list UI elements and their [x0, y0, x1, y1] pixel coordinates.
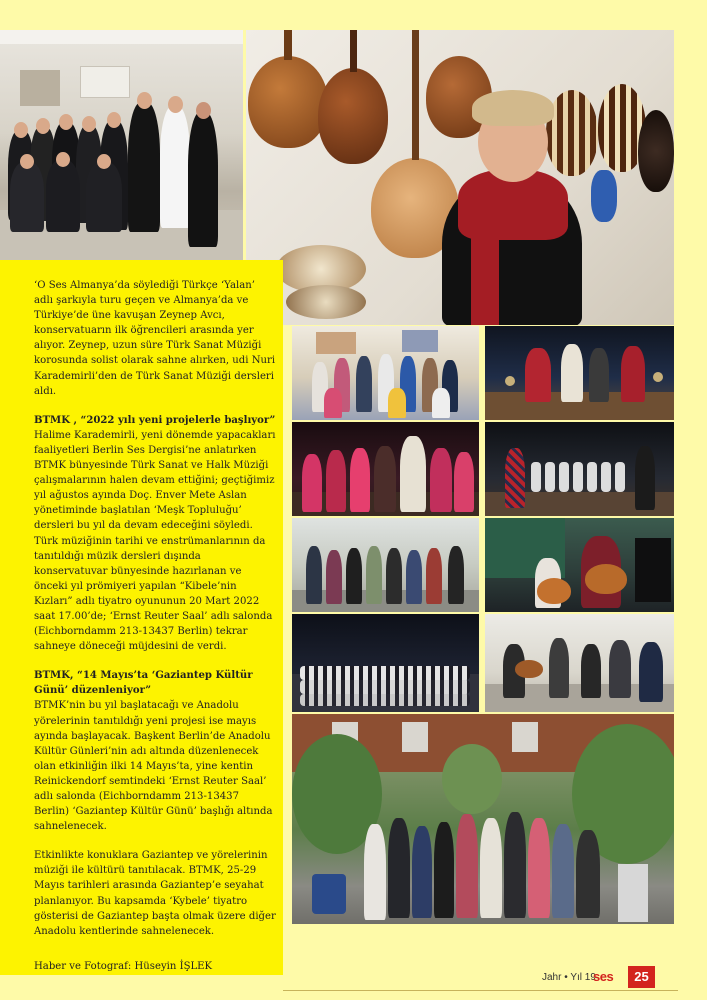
footer-rule: [283, 990, 678, 991]
issue-label: Jahr • Yıl 19: [542, 972, 596, 983]
page-number: 25: [628, 966, 655, 988]
section-heading-gaziantep: BTMK, “14 Mayıs’ta ‘Gaziantep Kültür Günü’ düzenleniyor”: [34, 670, 253, 697]
photo-guitar-lesson: [485, 518, 674, 612]
article-paragraph-travel: Etkinlikte konuklara Gaziantep ve yörelerinin müziği ile kültürü tanıtılacak. BTMK, 25-29 Mayıs tarihleri arasında Gaziantep’e seyahat planlanıyor. Bu kapsamda ‘Kybele’ tiyatro gösterisi de Gaziantep başta olmak üzere diğer Anadolu kentlerinde sahnelenecek.: [34, 850, 276, 937]
photo-theatre-costumes: [292, 422, 479, 516]
photo-concert-ensemble: [292, 614, 479, 712]
photo-saz-musicians: [485, 614, 674, 712]
article-body: [34, 278, 276, 988]
ses-logo: ses: [593, 969, 614, 984]
article-paragraph-gaziantep: BTMK’nin bu yıl başlatacağı ve Anadolu yörelerinin tanıtıldığı yeni projesi ise mayıs ayında başlayacak. Başkent Berlin’de Anadolu Kültür Günleri’nin adı altında düzenlenecek olan etkinliğin ilki 14 Mayıs’ta, yine kentin Reinickendorf semtindeki ‘Ernst Reuter Saal’ adlı salonda (Eichborndamm 213-13437 Berlin) ‘Gaziantep Kültür Günü’ başlığı altında sahnelenecek.: [34, 700, 273, 833]
photo-family-gathering: [292, 518, 479, 612]
photo-folk-dance-stage: [485, 326, 674, 420]
photo-outdoor-group: [292, 714, 674, 924]
photo-choir-tartan: [485, 422, 674, 516]
group-photo-conservatory: [0, 30, 243, 260]
photo-credit: Haber ve Fotograf: Hüseyin İŞLEK: [34, 960, 213, 972]
article-paragraph-intro: ‘O Ses Almanya’da söylediği Türkçe ‘Yalan’ adlı şarkıyla turu geçen ve Almanya’da ve Türkiye’de üne kavuşan Zeynep Avcı, konservatuarın ilk öğrencileri arasında yer alıyor. Zeynep, uzun süre Türk Sanat Müziği korosunda solist olarak sahne alırken, udi Nuri Karademirli’den de Türk Sanat Müziği dersleri aldı.: [34, 280, 276, 397]
photo-children-choir: [292, 326, 479, 420]
article-paragraph-projects: Halime Karademirli, yeni dönemde yapacakları faaliyetleri Berlin Ses Dergisi’ne anlatırken BTMK bünyesinde Türk Sanat ve Halk Müziği çalışmalarının halen devam ettiğini; geçtiğimiz yıl ağustos ayında Doç. Enver Mete Aslan yönetiminde başlatılan ‘Meşk Topluluğu’ dersleri bu yıl da devam edeceğini söyledi. Türk müziğinin tarihi ve enstrümanlarının da tanıtıldığı müzik dersleri dışında konservatuvar bünyesinde hazırlanan ve önceki yıl prömiyeri yapılan “Kibele’nin Kızları” adlı tiyatro oyununun 20 Mart 2022 saat 17.00’de; ‘Ernst Reuter Saal’ adlı salonda (Eichborndamm 213-13437 Berlin) tekrar sahneye döneceği müjdesini de verdi.: [34, 429, 276, 653]
section-heading-projects: BTMK , “2022 yılı yeni projelerle başlıyor”: [34, 414, 276, 426]
photo-halime-karademirli-instruments: [246, 30, 674, 325]
